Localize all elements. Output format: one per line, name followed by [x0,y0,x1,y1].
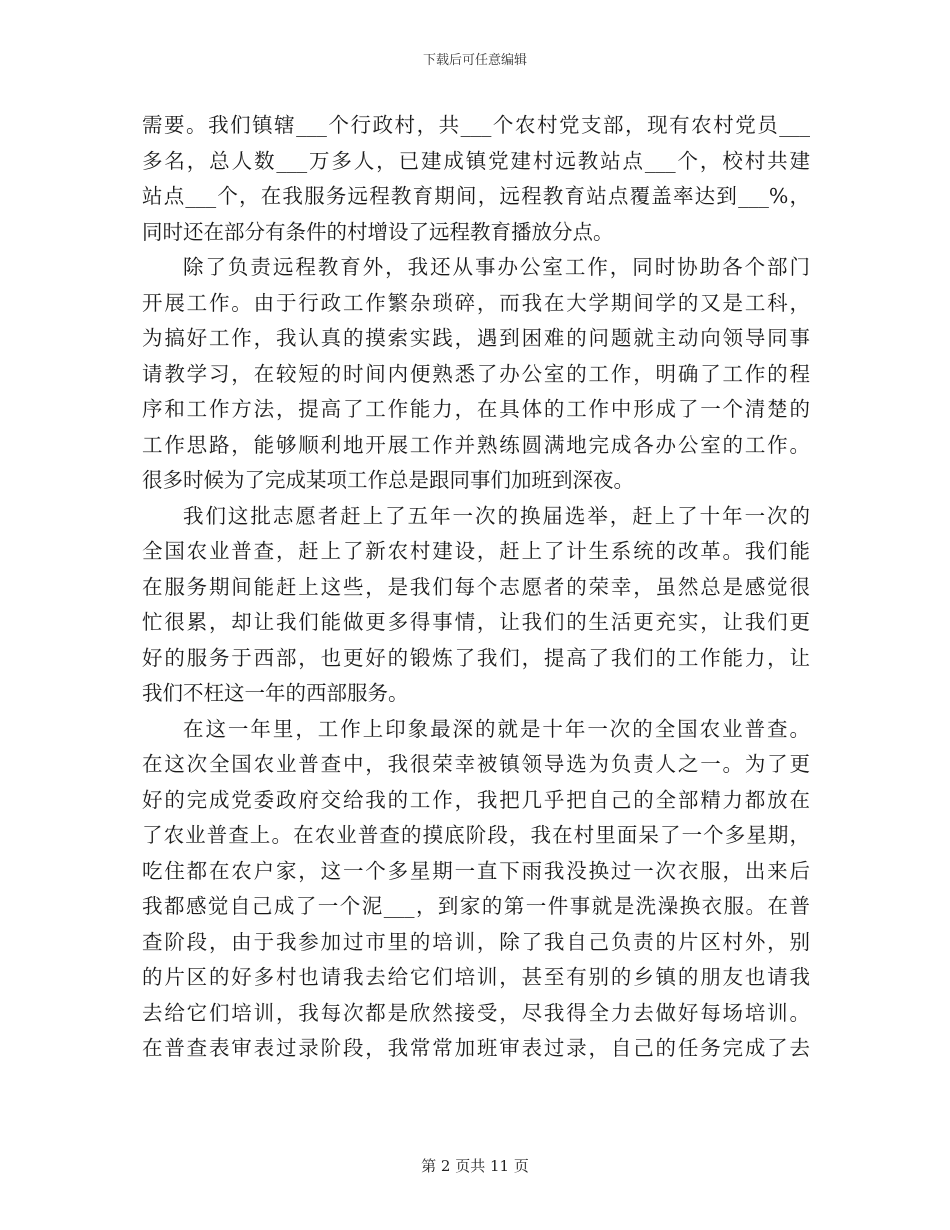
text-line: 好的完成党委政府交给我的工作，我把几乎把自己的全部精力都放在 [142,787,810,812]
text-line: 在这一年里，工作上印象最深的就是十年一次的全国农业普查。 [183,716,810,741]
text-line: 我们不枉这一年的西部服务。 [142,681,409,705]
text-line: 站点___个，在我服务远程教育期间，远程教育站点覆盖率达到___%， [142,184,810,208]
text-line: 我们这批志愿者赶上了五年一次的换届选举，赶上了十年一次的 [183,503,810,528]
text-line: 工作思路，能够顺利地开展工作并熟练圆满地完成各办公室的工作。 [142,432,810,457]
text-line: 忙很累，却让我们能做更多得事情，让我们的生活更充实，让我们更 [142,610,810,634]
text-line: 好的服务于西部，也更好的锻炼了我们，提高了我们的工作能力，让 [142,645,810,670]
text-line: 在服务期间能赶上这些，是我们每个志愿者的荣幸，虽然总是感觉很 [142,574,810,599]
text-line: 了农业普查上。在农业普查的摸底阶段，我在村里面呆了一个多星期， [142,823,810,847]
text-line: 为搞好工作，我认真的摸索实践，遇到困难的问题就主动向领导同事 [142,326,810,350]
text-line: 同时还在部分有条件的村增设了远程教育播放分点。 [142,219,614,244]
document-body [142,108,810,1067]
text-line: 开展工作。由于行政工作繁杂琐碎，而我在大学期间学的又是工科， [142,290,810,315]
text-line: 在这次全国农业普查中，我很荣幸被镇领导选为负责人之一。为了更 [142,752,810,776]
text-line: 全国农业普查，赶上了新农村建设，赶上了计生系统的改革。我们能 [142,539,810,563]
text-line: 多名，总人数___万多人，已建成镇党建村远教站点___个，校村共建 [142,148,810,173]
text-line: 请教学习，在较短的时间内便熟悉了办公室的工作，明确了工作的程 [142,361,810,386]
text-line: 除了负责远程教育外，我还从事办公室工作，同时协助各个部门 [183,255,810,279]
text-line: 在普查表审表过录阶段，我常常加班审表过录，自己的任务完成了去 [142,1036,810,1060]
text-line: 的片区的好多村也请我去给它们培训，甚至有别的乡镇的朋友也请我 [142,965,810,989]
text-line: 查阶段，由于我参加过市里的培训，除了我自己负责的片区村外，别 [142,929,810,954]
text-line: 我都感觉自己成了一个泥___，到家的第一件事就是洗澡换衣服。在普 [142,894,810,918]
text-line: 需要。我们镇辖___个行政村，共___个农村党支部，现有农村党员___ [142,113,810,137]
text-line: 很多时候为了完成某项工作总是跟同事们加班到深夜。 [142,468,634,492]
page-number-footer: 第 2 页共 11 页 [421,1157,529,1175]
page-header: 下载后可任意编辑 [422,53,527,68]
text-line: 去给它们培训，我每次都是欣然接受，尽我得全力去做好每场培训。 [142,1000,810,1025]
text-line: 序和工作方法，提高了工作能力，在具体的工作中形成了一个清楚的 [142,397,810,421]
text-line: 吃住都在农户家，这一个多星期一直下雨我没换过一次衣服，出来后 [142,858,810,883]
